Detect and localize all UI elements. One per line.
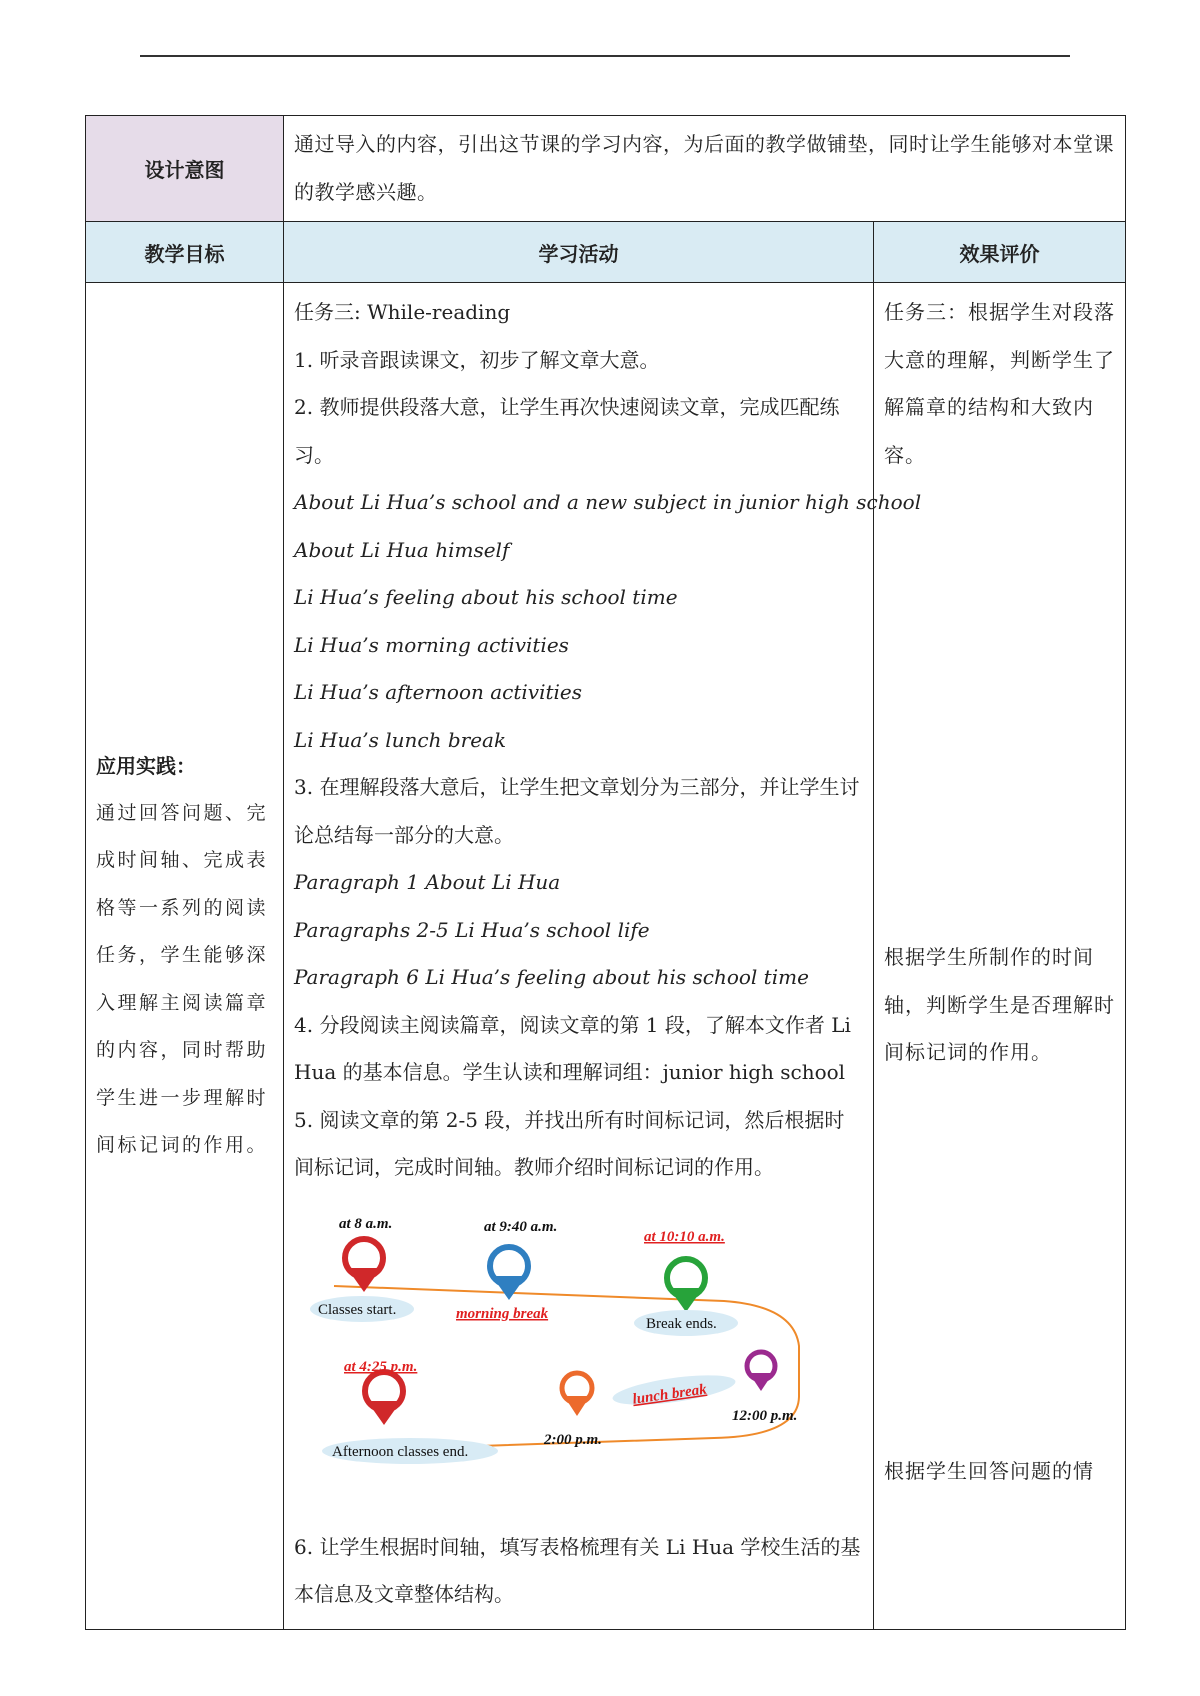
evaluation-cell (874, 283, 1126, 1630)
event-afternoon-end: Afternoon classes end. (332, 1443, 469, 1460)
step-2: 2. 教师提供段落大意，让学生再次快速阅读文章，完成匹配练习。 (294, 395, 840, 467)
goal-title: 应用实践： (96, 753, 196, 778)
header-activity: 学习活动 (284, 222, 874, 283)
step-6: 6. 让学生根据时间轴，填写表格梳理有关 Li Hua 学校生活的基本信息及文章整体结构。 (294, 1534, 861, 1606)
intent-row (86, 116, 1126, 222)
header-rule (140, 55, 1070, 57)
event-break-ends: Break ends. (646, 1315, 717, 1332)
part-2: Paragraphs 2-5 Li Hua’s school life (294, 917, 650, 942)
pin-8am (345, 1239, 383, 1292)
evaluation-2: 根据学生所制作的时间轴，判断学生是否理解时间标记词的作用。 (884, 945, 1115, 1064)
main-idea-4: Li Hua’s morning activities (294, 632, 569, 657)
evaluation-1: 任务三：根据学生对段落大意的理解，判断学生了解篇章的结构和大致内容。 (884, 300, 1115, 467)
main-idea-6: Li Hua’s lunch break (294, 727, 507, 752)
time-1010am: at 10:10 a.m. (644, 1228, 725, 1245)
intent-label: 设计意图 (86, 116, 284, 222)
timeline-diagram (294, 1206, 854, 1516)
step-3: 3. 在理解段落大意后，让学生把文章划分为三部分，并让学生讨论总结每一部分的大意。 (294, 775, 860, 847)
goal-text: 通过回答问题、完成时间轴、完成表格等一系列的阅读任务，学生能够深入理解主阅读篇章的内容，同时帮助学生进一步理解时间标记词的作用。 (96, 801, 269, 1157)
pin-200pm (562, 1373, 592, 1416)
step-5: 5. 阅读文章的第 2-5 段，并找出所有时间标记词，然后根据时间标记词，完成时间轴。教师介绍时间标记词的作用。 (294, 1107, 845, 1179)
main-idea-5: Li Hua’s afternoon activities (294, 680, 583, 704)
main-idea-2: About Li Hua himself (294, 537, 510, 562)
header-row (86, 222, 1126, 283)
pin-1200pm (747, 1352, 775, 1391)
evaluation-3: 根据学生回答问题的情 (884, 1459, 1094, 1483)
part-1: Paragraph 1 About Li Hua (294, 870, 561, 894)
activity-cell (284, 283, 922, 1630)
intent-text: 通过导入的内容，引出这节课的学习内容，为后面的教学做铺垫，同时让学生能够对本堂课的教学感兴趣。 (284, 116, 1126, 222)
time-425pm: at 4:25 p.m. (344, 1358, 418, 1375)
event-morning-break: morning break (456, 1305, 549, 1322)
step-4: 4. 分段阅读主阅读篇章，阅读文章的第 1 段，了解本文作者 Li Hua 的基本信息。学生认读和理解词组：junior high school (294, 1012, 851, 1084)
content-row (86, 283, 1126, 1630)
part-3: Paragraph 6 Li Hua’s feeling about his school time (294, 965, 809, 989)
task-title: 任务三: While-reading (294, 300, 511, 324)
time-200pm: 2:00 p.m. (544, 1431, 602, 1448)
event-lunch-break: lunch break (631, 1381, 708, 1408)
pin-425pm (365, 1372, 403, 1425)
step-1: 1. 听录音跟读课文，初步了解文章大意。 (294, 347, 660, 372)
header-goal: 教学目标 (86, 222, 284, 283)
main-idea-1: About Li Hua’s school and a new subject in junior high school (294, 490, 922, 514)
time-1200pm: 12:00 p.m. (732, 1407, 798, 1424)
lesson-plan-table (85, 115, 1126, 1630)
goal-cell (86, 283, 284, 1630)
pin-1010am (667, 1259, 705, 1312)
main-idea-3: Li Hua’s feeling about his school time (294, 585, 678, 609)
event-classes-start: Classes start. (318, 1301, 397, 1318)
time-8am: at 8 a.m. (339, 1215, 393, 1232)
time-940am: at 9:40 a.m. (484, 1218, 558, 1235)
header-evaluation: 效果评价 (874, 222, 1126, 283)
